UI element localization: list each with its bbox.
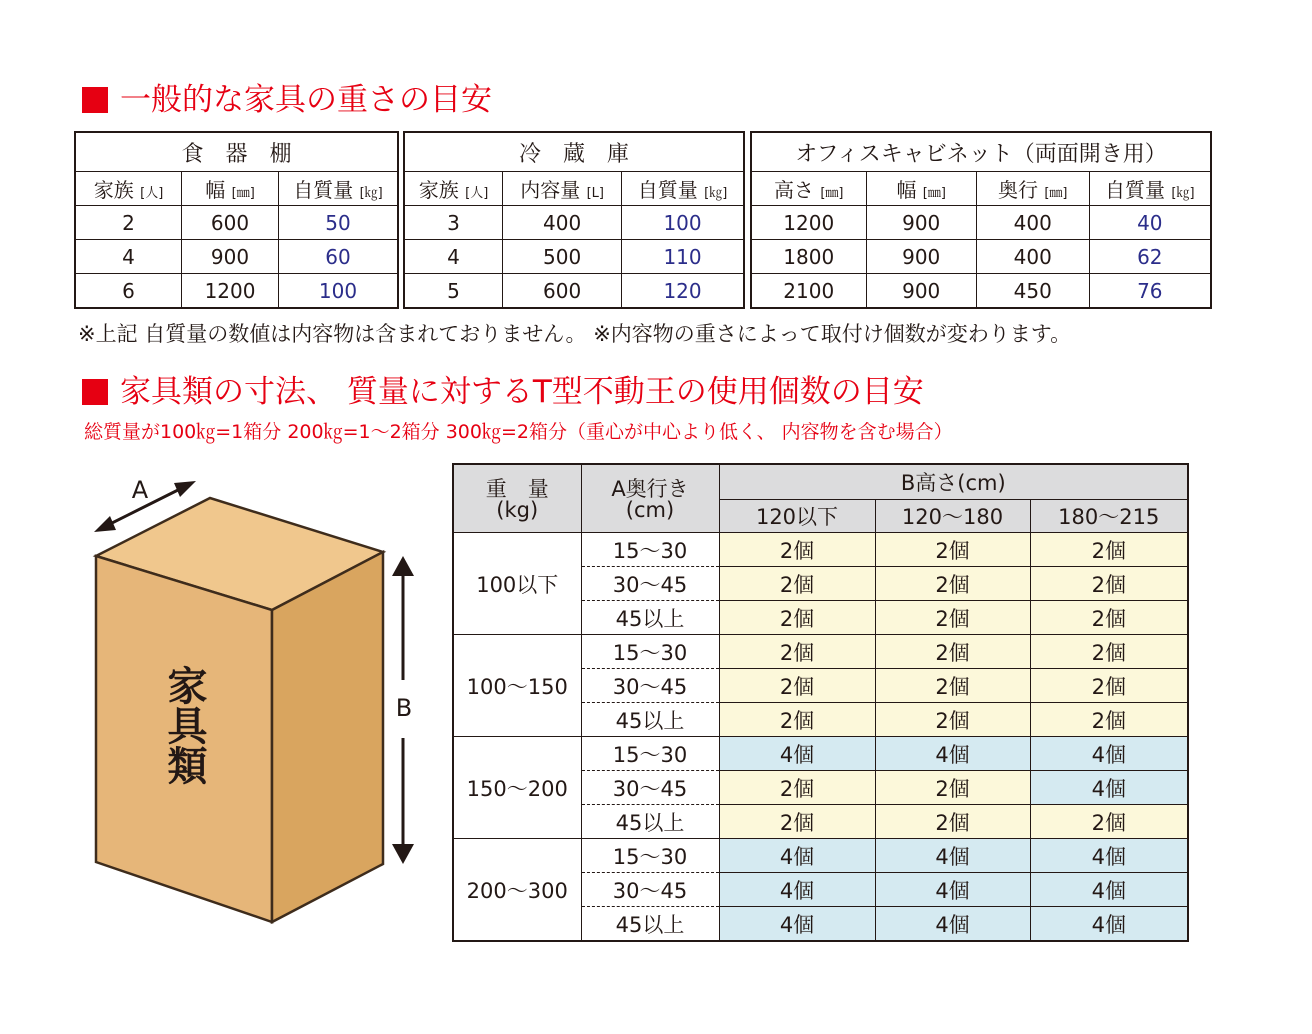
cupboard-title: 食 器 棚 xyxy=(75,132,398,172)
fridge-header-2 xyxy=(622,172,744,206)
table-cell: 600 xyxy=(182,206,279,240)
count-cell: 4個 xyxy=(719,737,875,771)
count-cell: 2個 xyxy=(719,805,875,839)
count-cell: 2個 xyxy=(875,567,1030,601)
count-cell: 2個 xyxy=(1030,601,1188,635)
depth-cell: 30～45 xyxy=(581,567,719,601)
count-cell: 4個 xyxy=(719,907,875,942)
table-row xyxy=(751,240,1211,274)
cupboard-table xyxy=(74,131,399,309)
header-unit: [㎜] xyxy=(1044,186,1068,201)
table-cell: 60 xyxy=(278,240,398,274)
table-cell: 110 xyxy=(622,240,744,274)
table-cell: 50 xyxy=(278,206,398,240)
table-cell: 600 xyxy=(503,274,622,309)
weight-cell: 200～300 xyxy=(453,839,581,942)
height-col-3: 180～215 xyxy=(1030,500,1188,533)
depth-cell: 30～45 xyxy=(581,873,719,907)
count-cell: 2個 xyxy=(1030,669,1188,703)
count-cell: 2個 xyxy=(875,533,1030,567)
table-row xyxy=(404,274,744,309)
fridge-table xyxy=(403,131,745,309)
table-cell: 76 xyxy=(1089,274,1211,309)
depth-cell: 15～30 xyxy=(581,839,719,873)
header-label: 幅 xyxy=(896,178,923,202)
count-cell: 4個 xyxy=(1030,873,1188,907)
table-cell: 450 xyxy=(976,274,1089,309)
table-cell: 400 xyxy=(976,206,1089,240)
usage-table xyxy=(452,463,1189,942)
count-cell: 4個 xyxy=(1030,907,1188,942)
count-cell: 4個 xyxy=(719,873,875,907)
count-cell: 2個 xyxy=(1030,635,1188,669)
height-column-header: B高さ(cm) xyxy=(719,464,1188,500)
table-cell: 40 xyxy=(1089,206,1211,240)
count-cell: 4個 xyxy=(875,839,1030,873)
table-row xyxy=(453,839,1188,873)
section1-heading xyxy=(82,82,492,118)
weight-cell: 150～200 xyxy=(453,737,581,839)
header-label: 家族 xyxy=(418,178,466,202)
table-cell: 900 xyxy=(866,206,976,240)
count-cell: 2個 xyxy=(875,805,1030,839)
section2-heading xyxy=(82,374,924,410)
header-label: 奥行 xyxy=(997,178,1045,202)
table-cell: 900 xyxy=(866,274,976,309)
depth-cell: 45以上 xyxy=(581,907,719,942)
table-cell: 900 xyxy=(866,240,976,274)
count-cell: 2個 xyxy=(719,601,875,635)
header-unit: [人] xyxy=(140,186,164,201)
depth-cell: 45以上 xyxy=(581,601,719,635)
depth-cell: 15～30 xyxy=(581,533,719,567)
header-label: 内容量 xyxy=(520,178,587,202)
depth-cell: 30～45 xyxy=(581,771,719,805)
cabinet-header-2 xyxy=(976,172,1089,206)
count-cell: 2個 xyxy=(719,771,875,805)
table-cell: 3 xyxy=(404,206,503,240)
table-cell: 900 xyxy=(182,240,279,274)
table-row xyxy=(453,635,1188,669)
table-cell: 62 xyxy=(1089,240,1211,274)
cupboard-header-1 xyxy=(182,172,279,206)
count-cell: 2個 xyxy=(875,601,1030,635)
count-cell: 4個 xyxy=(875,907,1030,942)
cabinet-table xyxy=(750,131,1212,309)
header-unit: [㎏] xyxy=(359,186,383,201)
box-label: 家具類 xyxy=(161,665,207,785)
square-bullet-icon xyxy=(82,87,108,113)
table-row xyxy=(75,240,398,274)
table-row xyxy=(404,240,744,274)
count-cell: 4個 xyxy=(1030,839,1188,873)
header-unit: [㎜] xyxy=(922,186,946,201)
table-cell: 2100 xyxy=(751,274,866,309)
table-cell: 400 xyxy=(976,240,1089,274)
header-unit: [㎜] xyxy=(820,186,844,201)
section2-title: 家具類の寸法、 質量に対するT型不動王の使用個数の目安 xyxy=(120,374,924,410)
count-cell: 2個 xyxy=(1030,533,1188,567)
table-cell: 120 xyxy=(622,274,744,309)
count-cell: 2個 xyxy=(875,771,1030,805)
count-cell: 2個 xyxy=(1030,805,1188,839)
table-cell: 4 xyxy=(404,240,503,274)
section2-subtitle: 総質量が100㎏=1箱分 200㎏=1～2箱分 300㎏=2箱分（重心が中心より低く、 内容物を含む場合） xyxy=(84,421,953,443)
count-cell: 2個 xyxy=(875,669,1030,703)
header-label: 幅 xyxy=(205,178,232,202)
count-cell: 2個 xyxy=(1030,567,1188,601)
count-cell: 4個 xyxy=(875,873,1030,907)
table-cell: 100 xyxy=(278,274,398,309)
table-cell: 1200 xyxy=(182,274,279,309)
table-row xyxy=(751,274,1211,309)
count-cell: 4個 xyxy=(1030,771,1188,805)
weight-column-header: 重 量 (kg) xyxy=(453,464,581,533)
table-cell: 1800 xyxy=(751,240,866,274)
fridge-title: 冷 蔵 庫 xyxy=(404,132,744,172)
weight-cell: 100以下 xyxy=(453,533,581,635)
fridge-header-0 xyxy=(404,172,503,206)
table-cell: 2 xyxy=(75,206,182,240)
header-unit: [人] xyxy=(465,186,489,201)
header-label: 自質量 xyxy=(637,178,705,202)
cabinet-header-1 xyxy=(866,172,976,206)
table-row xyxy=(75,274,398,309)
header-unit: [㎏] xyxy=(704,186,728,201)
count-cell: 2個 xyxy=(719,669,875,703)
label-b: B xyxy=(395,694,413,722)
table-cell: 6 xyxy=(75,274,182,309)
table-row xyxy=(751,206,1211,240)
table-row xyxy=(453,533,1188,567)
table-cell: 5 xyxy=(404,274,503,309)
label-a: A xyxy=(131,476,149,504)
count-cell: 2個 xyxy=(719,703,875,737)
count-cell: 2個 xyxy=(719,635,875,669)
count-cell: 2個 xyxy=(719,567,875,601)
section1-title: 一般的な家具の重さの目安 xyxy=(120,82,492,118)
depth-cell: 30～45 xyxy=(581,669,719,703)
height-col-2: 120～180 xyxy=(875,500,1030,533)
depth-column-header: A奥行き (cm) xyxy=(581,464,719,533)
table-row xyxy=(75,206,398,240)
square-bullet-icon xyxy=(82,379,108,405)
header-label: 家族 xyxy=(93,178,141,202)
count-cell: 4個 xyxy=(1030,737,1188,771)
header-label: 高さ xyxy=(773,178,821,202)
table-cell: 1200 xyxy=(751,206,866,240)
header-label: 自質量 xyxy=(293,178,360,202)
count-cell: 2個 xyxy=(875,703,1030,737)
depth-cell: 45以上 xyxy=(581,703,719,737)
table-cell: 500 xyxy=(503,240,622,274)
weight-note: ※上記 自質量の数値は内容物は含まれておりません。 ※内容物の重さによって取付け個数が変わります。 xyxy=(78,322,1072,346)
count-cell: 2個 xyxy=(719,533,875,567)
header-unit: [㎏] xyxy=(1171,186,1195,201)
header-label: 自質量 xyxy=(1105,178,1172,202)
cabinet-header-0 xyxy=(751,172,866,206)
count-cell: 4個 xyxy=(719,839,875,873)
cupboard-header-0 xyxy=(75,172,182,206)
cabinet-title: オフィスキャビネット（両面開き用） xyxy=(751,132,1211,172)
furniture-box-illustration xyxy=(80,470,430,930)
depth-cell: 15～30 xyxy=(581,737,719,771)
count-cell: 2個 xyxy=(875,635,1030,669)
count-cell: 2個 xyxy=(1030,703,1188,737)
depth-cell: 15～30 xyxy=(581,635,719,669)
table-cell: 4 xyxy=(75,240,182,274)
cupboard-header-2 xyxy=(278,172,398,206)
count-cell: 4個 xyxy=(875,737,1030,771)
weight-cell: 100～150 xyxy=(453,635,581,737)
box-side-face xyxy=(272,552,383,922)
table-cell: 400 xyxy=(503,206,622,240)
depth-cell: 45以上 xyxy=(581,805,719,839)
table-cell: 100 xyxy=(622,206,744,240)
table-row xyxy=(453,737,1188,771)
fridge-header-1 xyxy=(503,172,622,206)
table-row xyxy=(404,206,744,240)
header-unit: [㎜] xyxy=(231,186,255,201)
cabinet-header-3 xyxy=(1089,172,1211,206)
header-unit: [L] xyxy=(586,186,604,201)
height-col-1: 120以下 xyxy=(719,500,875,533)
